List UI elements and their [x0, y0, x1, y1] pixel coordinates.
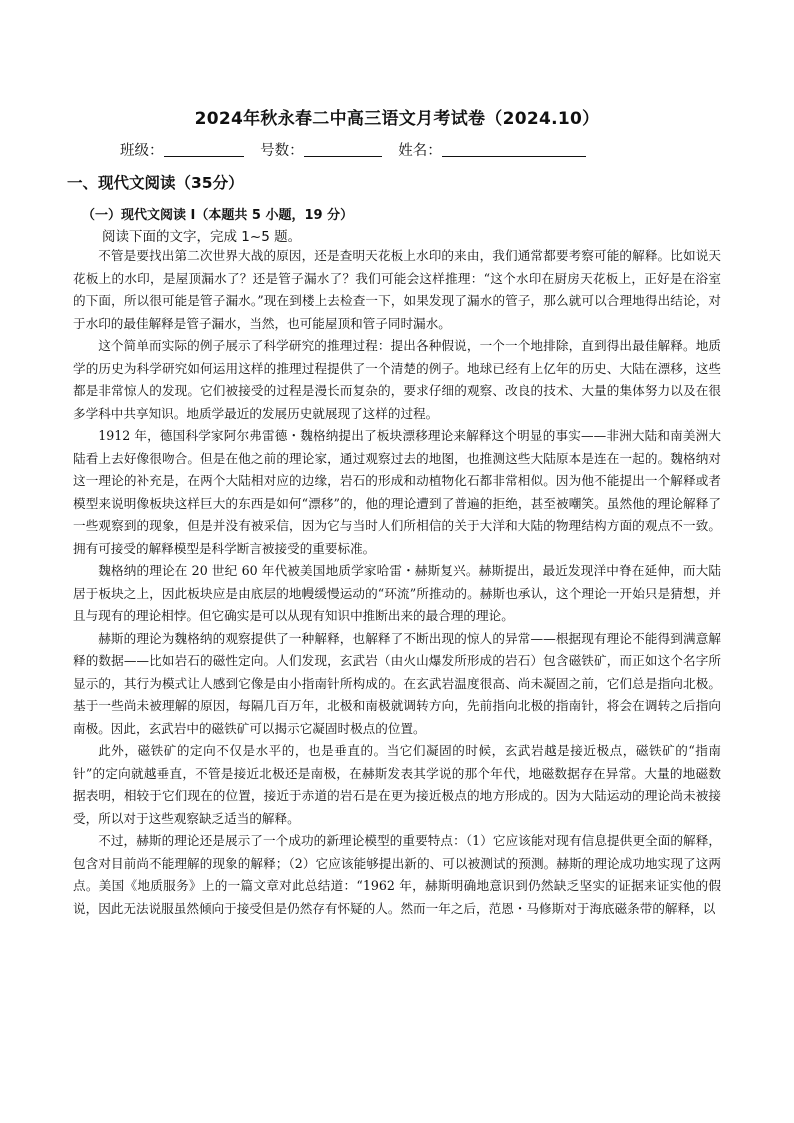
class-blank[interactable] [164, 141, 244, 157]
passage-body [73, 245, 721, 920]
reading-instruction: 阅读下面的文字，完成 1~5 题。 [102, 229, 302, 245]
name-blank[interactable] [442, 141, 586, 157]
student-info-row [120, 139, 720, 160]
section-heading: 一、现代文阅读（35分） [67, 174, 244, 192]
paragraph: 不过，赫斯的理论还是展示了一个成功的新理论模型的重要特点：（1）它应该能对现有信息提供更全面的解释，包含对目前尚不能理解的现象的解释；（2）它应该能够提出新的、可以被测试的预测。赫斯的理论成功地实现了这两点。美国《地质服务》上的一篇文章对此总结道：“1962 年，赫斯明确地意识到仍然缺乏坚实的证据来证实他的假说，因此无法说服虽然倾向于接受但是仍然存有怀疑的人。然而一年之后，范恩・马修斯对于海底磁条带的解释，以 [73, 833, 721, 916]
paragraph: 赫斯的理论为魏格纳的观察提供了一种解释，也解释了不断出现的惊人的异常——根据现有理论不能得到满意解释的数据——比如岩石的磁性定向。人们发现，玄武岩（由火山爆发所形成的岩石）包含磁铁矿，而正如这个名字所显示的，其行为模式让人感到它像是由小指南针所构成的。在玄武岩温度很高、尚未凝固之前，它们总是指向北极。基于一些尚未被理解的原因，每隔几百万年，北极和南极就调转方向，先前指向北极的指南针，将会在调转之后指向南极。因此，玄武岩中的磁铁矿可以揭示它凝固时极点的位置。 [73, 630, 721, 736]
paragraph: 1912 年，德国科学家阿尔弗雷德・魏格纳提出了板块漂移理论来解释这个明显的事实——非洲大陆和南美洲大陆看上去好像很吻合。但是在他之前的理论家，通过观察过去的地图，也推测这些大陆原本是连在一起的。魏格纳对这一理论的补充是，在两个大陆相对应的边缘，岩石的形成和动植物化石都非常相似。因为他不能提出一个解释或者模型来说明像板块这样巨大的东西是如何“漂移”的，他的理论遭到了普遍的拒绝，甚至被嘲笑。虽然他的理论解释了一些观察到的现象，但是并没有被采信，因为它与当时人们所相信的关于大洋和大陆的物理结构方面的观点不一致。拥有可接受的解释模型是科学断言被接受的重要标准。 [73, 428, 721, 556]
paragraph: 此外，磁铁矿的定向不仅是水平的，也是垂直的。当它们凝固的时候，玄武岩越是接近极点，磁铁矿的“指南针”的定向就越垂直，不管是接近北极还是南极，在赫斯发表其学说的那个年代，地磁数据存在异常。大量的地磁数据表明，相较于它们现在的位置，接近于赤道的岩石是在更为接近极点的地方形成的。因为大陆运动的理论尚未被接受，所以对于这些观察缺乏适当的解释。 [73, 743, 721, 826]
paragraph: 不管是要找出第二次世界大战的原因，还是查明天花板上水印的来由，我们通常都要考察可能的解释。比如说天花板上的水印，是屋顶漏水了？还是管子漏水了？我们可能会这样推理：“这个水印在厨房天花板上，正好是在浴室的下面，所以很可能是管子漏水。”现在到楼上去检查一下，如果发现了漏水的管子，那么就可以合理地得出结论，对于水印的最佳解释是管子漏水，当然，也可能屋顶和管子同时漏水。 [73, 248, 721, 331]
paragraph: 这个简单而实际的例子展示了科学研究的推理过程：提出各种假说，一个一个地排除，直到得出最佳解释。地质学的历史为科学研究如何运用这样的推理过程提供了一个清楚的例子。地球已经有上亿年的历史、大陆在漂移，这些都是非常惊人的发现。它们被接受的过程是漫长而复杂的，要求仔细的观察、改良的技术、大量的集体努力以及在很多学科中共享知识。地质学最近的发展历史就展现了这样的过程。 [73, 338, 721, 421]
exam-title: 2024年秋永春二中高三语文月考试卷（2024.10） [194, 109, 600, 129]
number-blank[interactable] [304, 141, 382, 157]
name-label: 姓名： [398, 143, 442, 159]
class-label: 班级： [120, 143, 164, 159]
paragraph: 魏格纳的理论在 20 世纪 60 年代被美国地质学家哈雷・赫斯复兴。赫斯提出，最近发现洋中脊在延伸，而大陆居于板块之上，因此板块应是由底层的地幔缓慢运动的“环流”所推动的。赫斯也承认，这个理论一开始只是猜想，并且与现有的理论相悖。但它确实是可以从现有知识中推断出来的最合理的理论。 [73, 563, 721, 623]
subsection-heading: （一）现代文阅读 I（本题共 5 小题，19 分） [82, 208, 354, 223]
number-label: 号数： [260, 143, 304, 159]
